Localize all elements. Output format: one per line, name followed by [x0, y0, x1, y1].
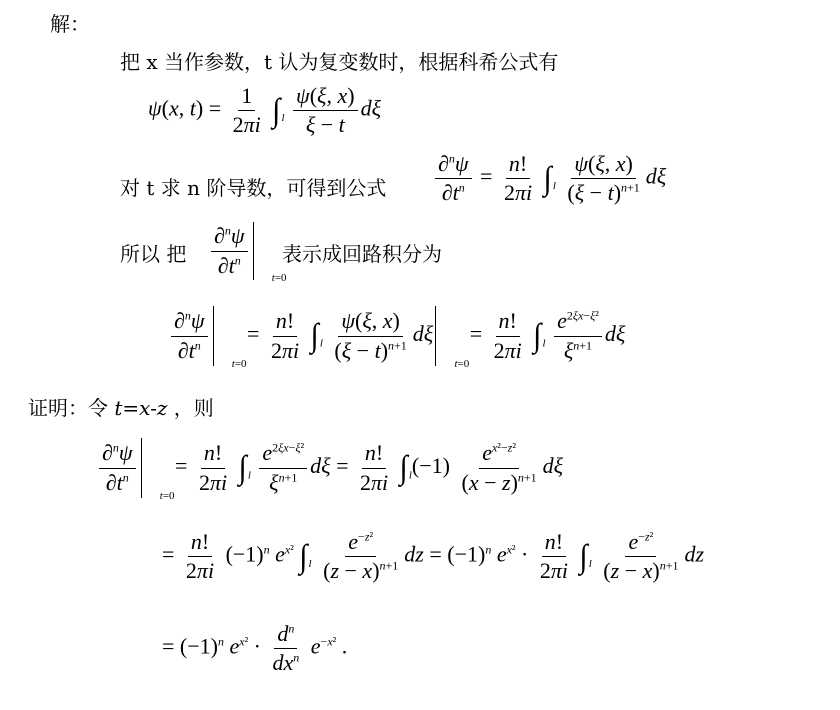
formula-derivative: $\frac{\partial^n\psi}{\partial t^n}$ = $\frac{n!}{2\pi i}$ $\int_l$ $\frac{\psi(\xi, x)}{(\xi - t)^{n+1}}$ dξ [432, 152, 666, 205]
text-line-3b: 表示成回路积分为 [282, 242, 442, 266]
proof-substitution: t=x-z [114, 396, 168, 420]
text-line-2: 对 t 求 n 阶导数，可得到公式 [120, 176, 387, 200]
formula-proof-1: $\frac{\partial^n\psi}{\partial t^n}$ t=0 = $\frac{n!}{2\pi i}$ $\int_l$ $\frac{e^{2\xi x-\xi^2}}{\xi^{n+1}}$ dξ = $\frac{n!}{2\pi i}$ $\int_l(-1)$ $\frac{e^{x^2-z^2}}{(x - z)^{n+1}}$ dξ [96, 438, 563, 498]
proof-line [28, 392, 214, 421]
formula-contour: $\frac{\partial^n\psi}{\partial t^n}$ t=0 = $\frac{n!}{2\pi i}$ $\int_l$ $\frac{\psi(\xi, x)}{(\xi - t)^{n+1}}$ dξ t=0 = $\frac{n!}{2\pi i}$ $\int_l$ $\frac{e^{2\xi x-\xi^2}}{\xi^{n+1}}$ dξ [168, 306, 625, 366]
solution-heading: 解： [50, 12, 90, 36]
formula-partial-at-zero: $\frac{\partial^n\psi}{\partial t^n}$ t=0 [208, 222, 260, 280]
formula-proof-final: = $(-1)^n$ $e^{x^2}$ · $\frac{d^n}{dx^n}$ $e^{-x^2}$ . [162, 621, 348, 676]
proof-label: 证明：令 [28, 396, 108, 420]
text-line-3a: 所以 把 [120, 242, 187, 266]
formula-cauchy: ψ(x, t) = $\frac{1}{2\pi i}$ $\int_l$ $\frac{\psi(\xi, x)}{\xi - t}$ dξ [148, 83, 381, 138]
formula-proof-2: = $\frac{n!}{2\pi i}$ $(-1)^n$ $e^{x^2}$ $\int_l$ $\frac{e^{-z^2}}{(z - x)^{n+1}}$ dz = $(-1)^n$ $e^{x^2}$ · $\frac{n!}{2\pi i}$ $\int_l$ $\frac{e^{-z^2}}{(z - x)^{n+1}}$ dz [162, 529, 705, 584]
text-line-1: 把 x 当作参数，t 认为复变数时，根据科希公式有 [120, 50, 559, 74]
proof-then: ，则 [173, 396, 214, 420]
